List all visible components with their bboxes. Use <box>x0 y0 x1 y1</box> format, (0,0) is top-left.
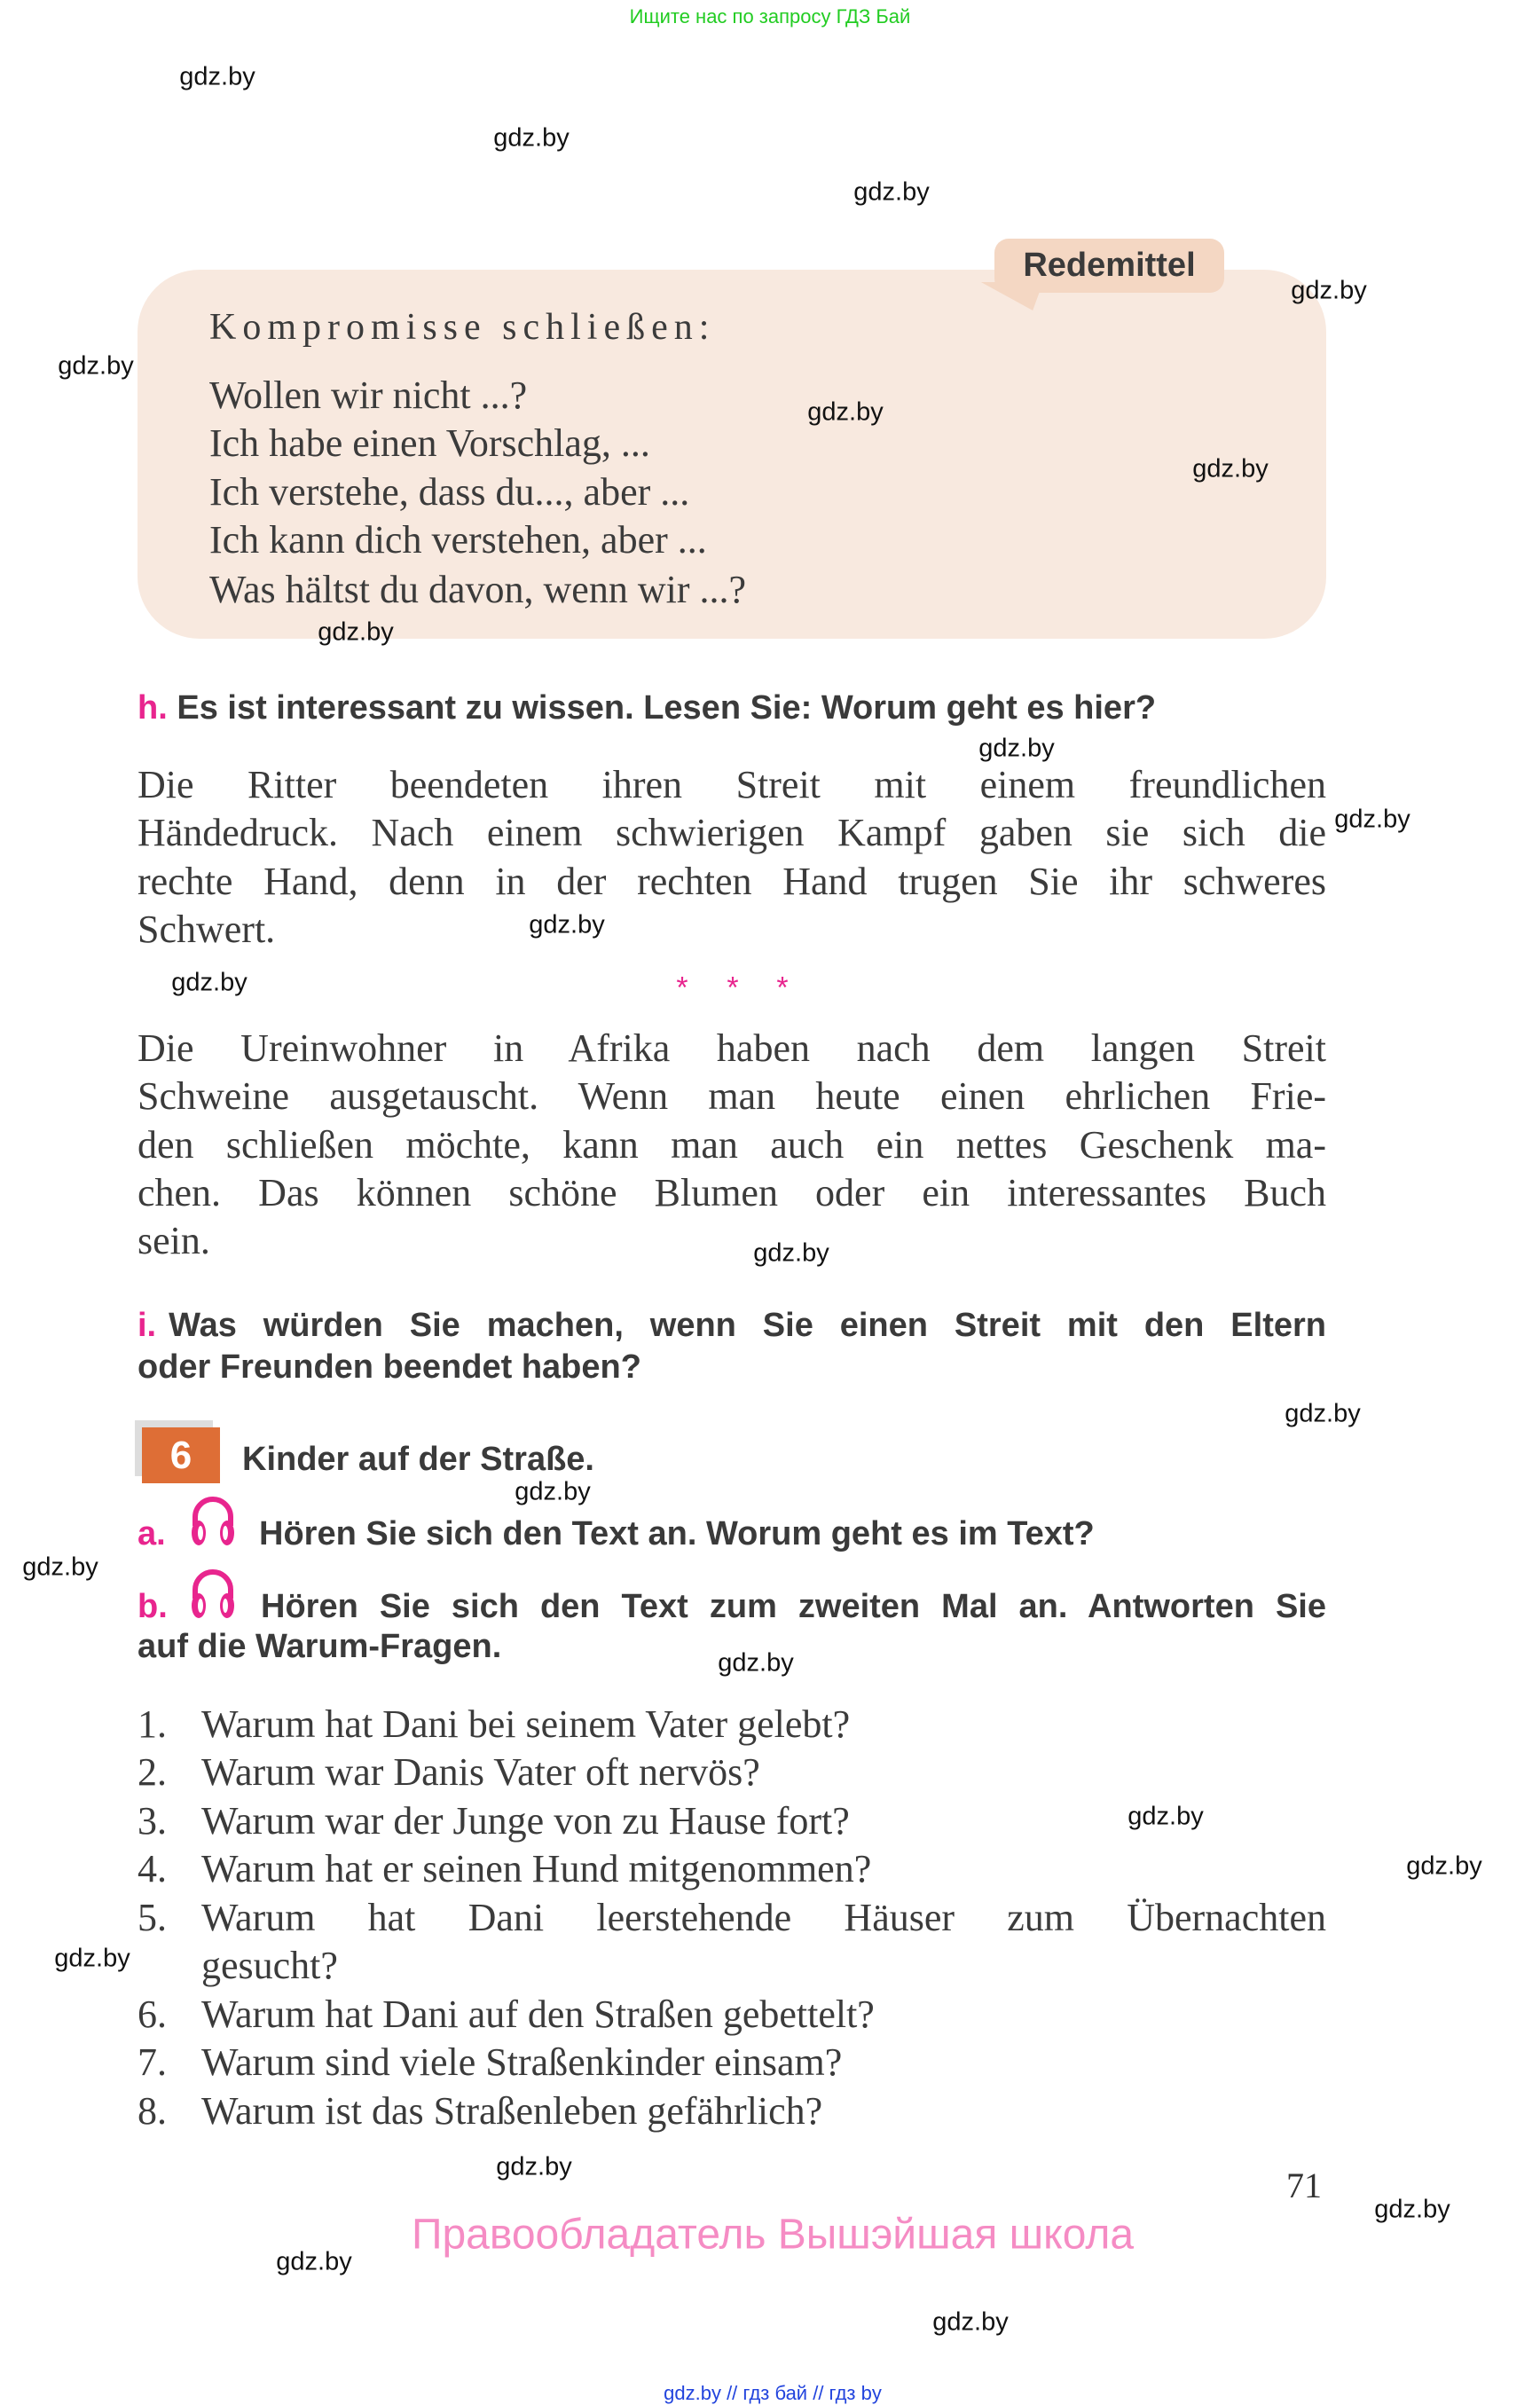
task-letter: b. <box>138 1588 168 1625</box>
paragraph-line: sein. <box>138 1219 210 1262</box>
page-number: 71 <box>1286 2165 1322 2205</box>
task-text: auf die Warum-Fragen. <box>138 1628 502 1665</box>
task-i-heading <box>138 1307 1326 1345</box>
copyright-notice: Правообладатель Вышэйшая школа <box>411 2211 1135 2259</box>
phrase: Ich verstehe, dass du..., aber ... <box>209 470 690 514</box>
separator-star: * <box>727 971 739 1005</box>
watermark: gdz.by <box>22 1552 98 1582</box>
watermark: gdz.by <box>718 1648 794 1678</box>
question-number: 8. <box>138 2089 167 2133</box>
exercise-number-badge: 6 <box>142 1427 220 1483</box>
headphones-icon[interactable] <box>188 1567 238 1622</box>
watermark: gdz.by <box>276 2247 352 2276</box>
paragraph-line: Schwert. <box>138 908 276 951</box>
question-text: Warum war Danis Vater oft nervös? <box>201 1750 760 1794</box>
watermark: gdz.by <box>515 1477 591 1506</box>
task-letter: h. <box>138 689 168 727</box>
paragraph-line: Die Ritter beendeten ihren Streit mit einem freundlichen <box>138 763 1326 806</box>
watermark: gdz.by <box>179 62 255 91</box>
paragraph-line: den schließen möchte, kann man auch ein nettes Geschenk ma- <box>138 1123 1326 1167</box>
headphones-icon[interactable] <box>188 1494 238 1549</box>
question-text: Warum hat er seinen Hund mitgenommen? <box>201 1847 872 1890</box>
task-letter: i. <box>138 1307 157 1344</box>
watermark: gdz.by <box>1334 805 1410 834</box>
phrase: Ich kann dich verstehen, aber ... <box>209 518 707 562</box>
watermark: gdz.by <box>853 177 930 207</box>
task-text: Es ist interessant zu wissen. Lesen Sie: Worum geht es hier? <box>177 689 1157 727</box>
question-text-continued: gesucht? <box>201 1944 338 1987</box>
task-letter: a. <box>138 1515 166 1552</box>
paragraph-line: rechte Hand, denn in der rechten Hand trugen Sie ihr schweres <box>138 860 1326 903</box>
watermark: gdz.by <box>496 2152 572 2181</box>
watermark: gdz.by <box>1374 2195 1450 2224</box>
paragraph-line: Händedruck. Nach einem schwierigen Kampf gaben sie sich die <box>138 811 1326 854</box>
question-text: Warum hat Dani leerstehende Häuser zum Übernachten <box>201 1896 1326 1939</box>
task-h-heading <box>138 689 1156 727</box>
question-number: 2. <box>138 1750 167 1794</box>
separator-star: * <box>676 971 688 1005</box>
watermark: gdz.by <box>1406 1851 1482 1881</box>
phrase: Was hältst du davon, wenn wir ...? <box>209 568 746 611</box>
exercise-title: Kinder auf der Straße. <box>242 1441 594 1478</box>
watermark: gdz.by <box>1285 1399 1361 1428</box>
watermark: gdz.by <box>493 123 570 153</box>
watermark: gdz.by <box>753 1238 829 1268</box>
watermark: gdz.by <box>58 351 134 381</box>
question-number: 7. <box>138 2040 167 2084</box>
question-number: 1. <box>138 1702 167 1746</box>
task-text: Hören Sie sich den Text zum zweiten Mal an. Antworten Sie <box>261 1588 1326 1625</box>
redemittel-tab: Redemittel <box>994 239 1224 293</box>
redemittel-title: Kompromisse schließen: <box>209 307 716 348</box>
phrase: Wollen wir nicht ...? <box>209 373 528 417</box>
question-text: Warum war der Junge von zu Hause fort? <box>201 1799 850 1843</box>
paragraph-line: Schweine ausgetauscht. Wenn man heute einen ehrlichen Frie- <box>138 1074 1326 1118</box>
phrase: Ich habe einen Vorschlag, ... <box>209 421 650 465</box>
watermark: gdz.by <box>529 910 605 939</box>
watermark: gdz.by <box>932 2307 1009 2337</box>
paragraph-line: chen. Das können schöne Blumen oder ein interessantes Buch <box>138 1171 1326 1214</box>
question-number: 4. <box>138 1847 167 1890</box>
watermark: gdz.by <box>1291 276 1367 305</box>
question-text: Warum hat Dani auf den Straßen gebettelt? <box>201 1992 875 2036</box>
watermark: gdz.by <box>807 397 884 427</box>
search-hint-banner: Ищите нас по запросу ГДЗ Бай <box>629 5 911 28</box>
question-number: 6. <box>138 1992 167 2036</box>
question-number: 3. <box>138 1799 167 1843</box>
watermark: gdz.by <box>171 968 248 997</box>
watermark: gdz.by <box>1192 454 1269 483</box>
question-text: Warum ist das Straßenleben gefährlich? <box>201 2089 823 2133</box>
paragraph-line: Die Ureinwohner in Afrika haben nach dem langen Streit <box>138 1026 1326 1070</box>
question-number: 5. <box>138 1896 167 1939</box>
question-text: Warum hat Dani bei seinem Vater gelebt? <box>201 1702 851 1746</box>
separator-star: * <box>776 971 789 1005</box>
task-text: Was würden Sie machen, wenn Sie einen Streit mit den Eltern <box>169 1307 1326 1344</box>
watermark: gdz.by <box>318 617 394 647</box>
task-text: oder Freunden beendet haben? <box>138 1348 641 1386</box>
watermark: gdz.by <box>978 734 1055 763</box>
watermark: gdz.by <box>1128 1802 1204 1831</box>
footer-links[interactable]: gdz.by // гдз бай // гдз by <box>664 2382 882 2404</box>
watermark: gdz.by <box>54 1944 130 1973</box>
task-text: Hören Sie sich den Text an. Worum geht es im Text? <box>259 1515 1095 1552</box>
question-text: Warum sind viele Straßenkinder einsam? <box>201 2040 843 2084</box>
